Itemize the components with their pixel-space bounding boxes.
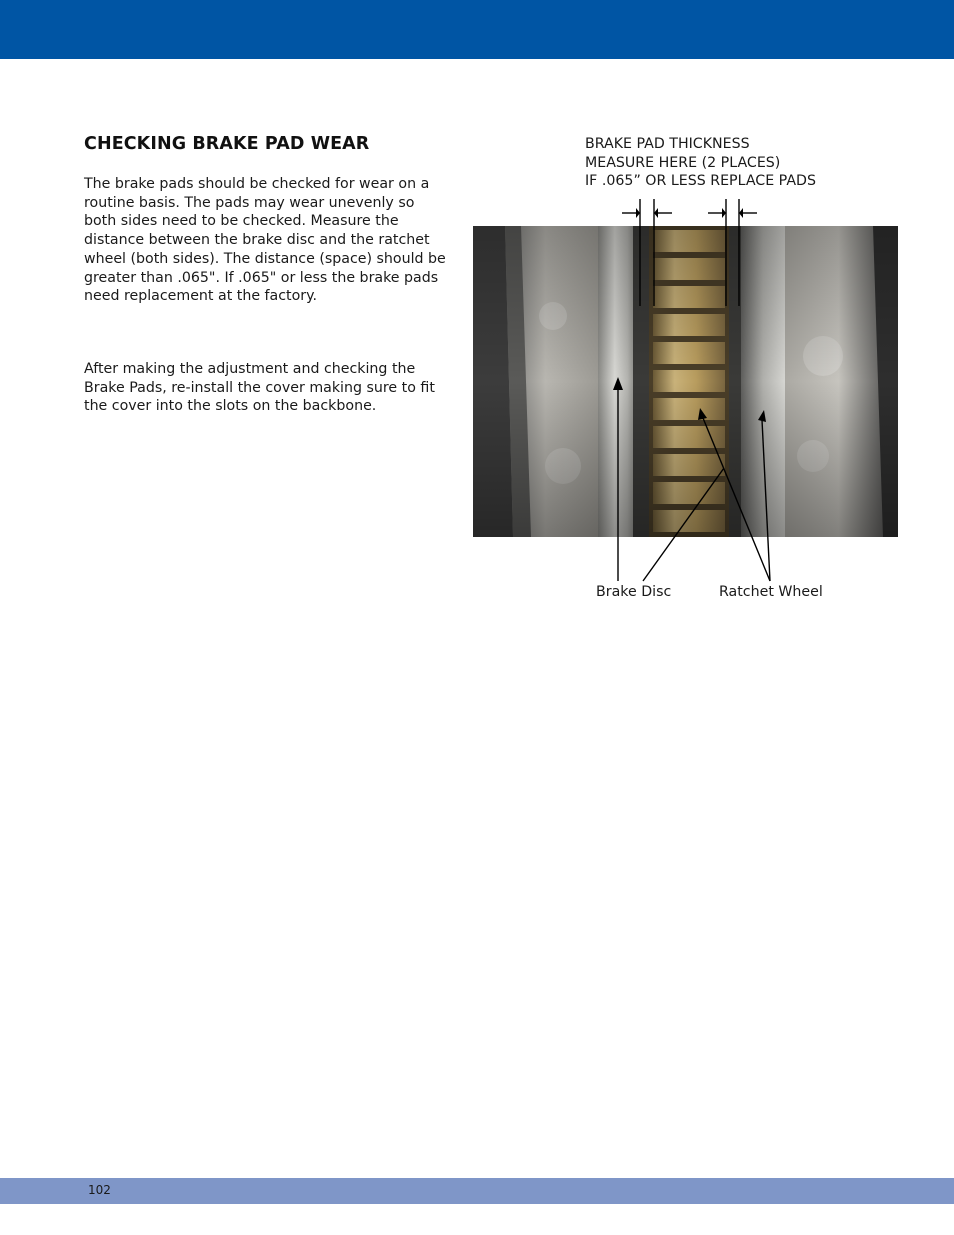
body-paragraph-wear-check: The brake pads should be checked for wear on a routine basis. The pads may wear unevenly so both sides need to be checked. Measure the distance between the brake disc and the ratchet wheel (both sides). The distance (space) should be greater than .065". If .065" or less the brake pads need replacement at the factory. <box>84 176 446 305</box>
caption-line: BRAKE PAD THICKNESS <box>585 136 750 152</box>
page-number: 102 <box>88 1183 111 1197</box>
ratchet-wheel-label: Ratchet Wheel <box>719 584 823 600</box>
brake-disc-label: Brake Disc <box>596 584 672 600</box>
arrow-left-icon <box>739 208 743 218</box>
caption-line: IF .065” OR LESS REPLACE PADS <box>585 173 816 189</box>
caption-line: MEASURE HERE (2 PLACES) <box>585 154 781 171</box>
footer-band <box>0 1178 954 1204</box>
arrow-right-icon <box>636 208 640 218</box>
brake-assembly-photo <box>473 226 898 537</box>
page-title: CHECKING BRAKE PAD WEAR <box>84 134 370 154</box>
figure-caption <box>585 135 885 191</box>
arrow-left-icon <box>654 208 658 218</box>
arrow-right-icon <box>722 208 726 218</box>
body-paragraph-reinstall-cover: After making the adjustment and checking the Brake Pads, re-install the cover making sure to fit the cover into the slots on the backbone. <box>84 361 435 415</box>
header-band <box>0 0 954 59</box>
